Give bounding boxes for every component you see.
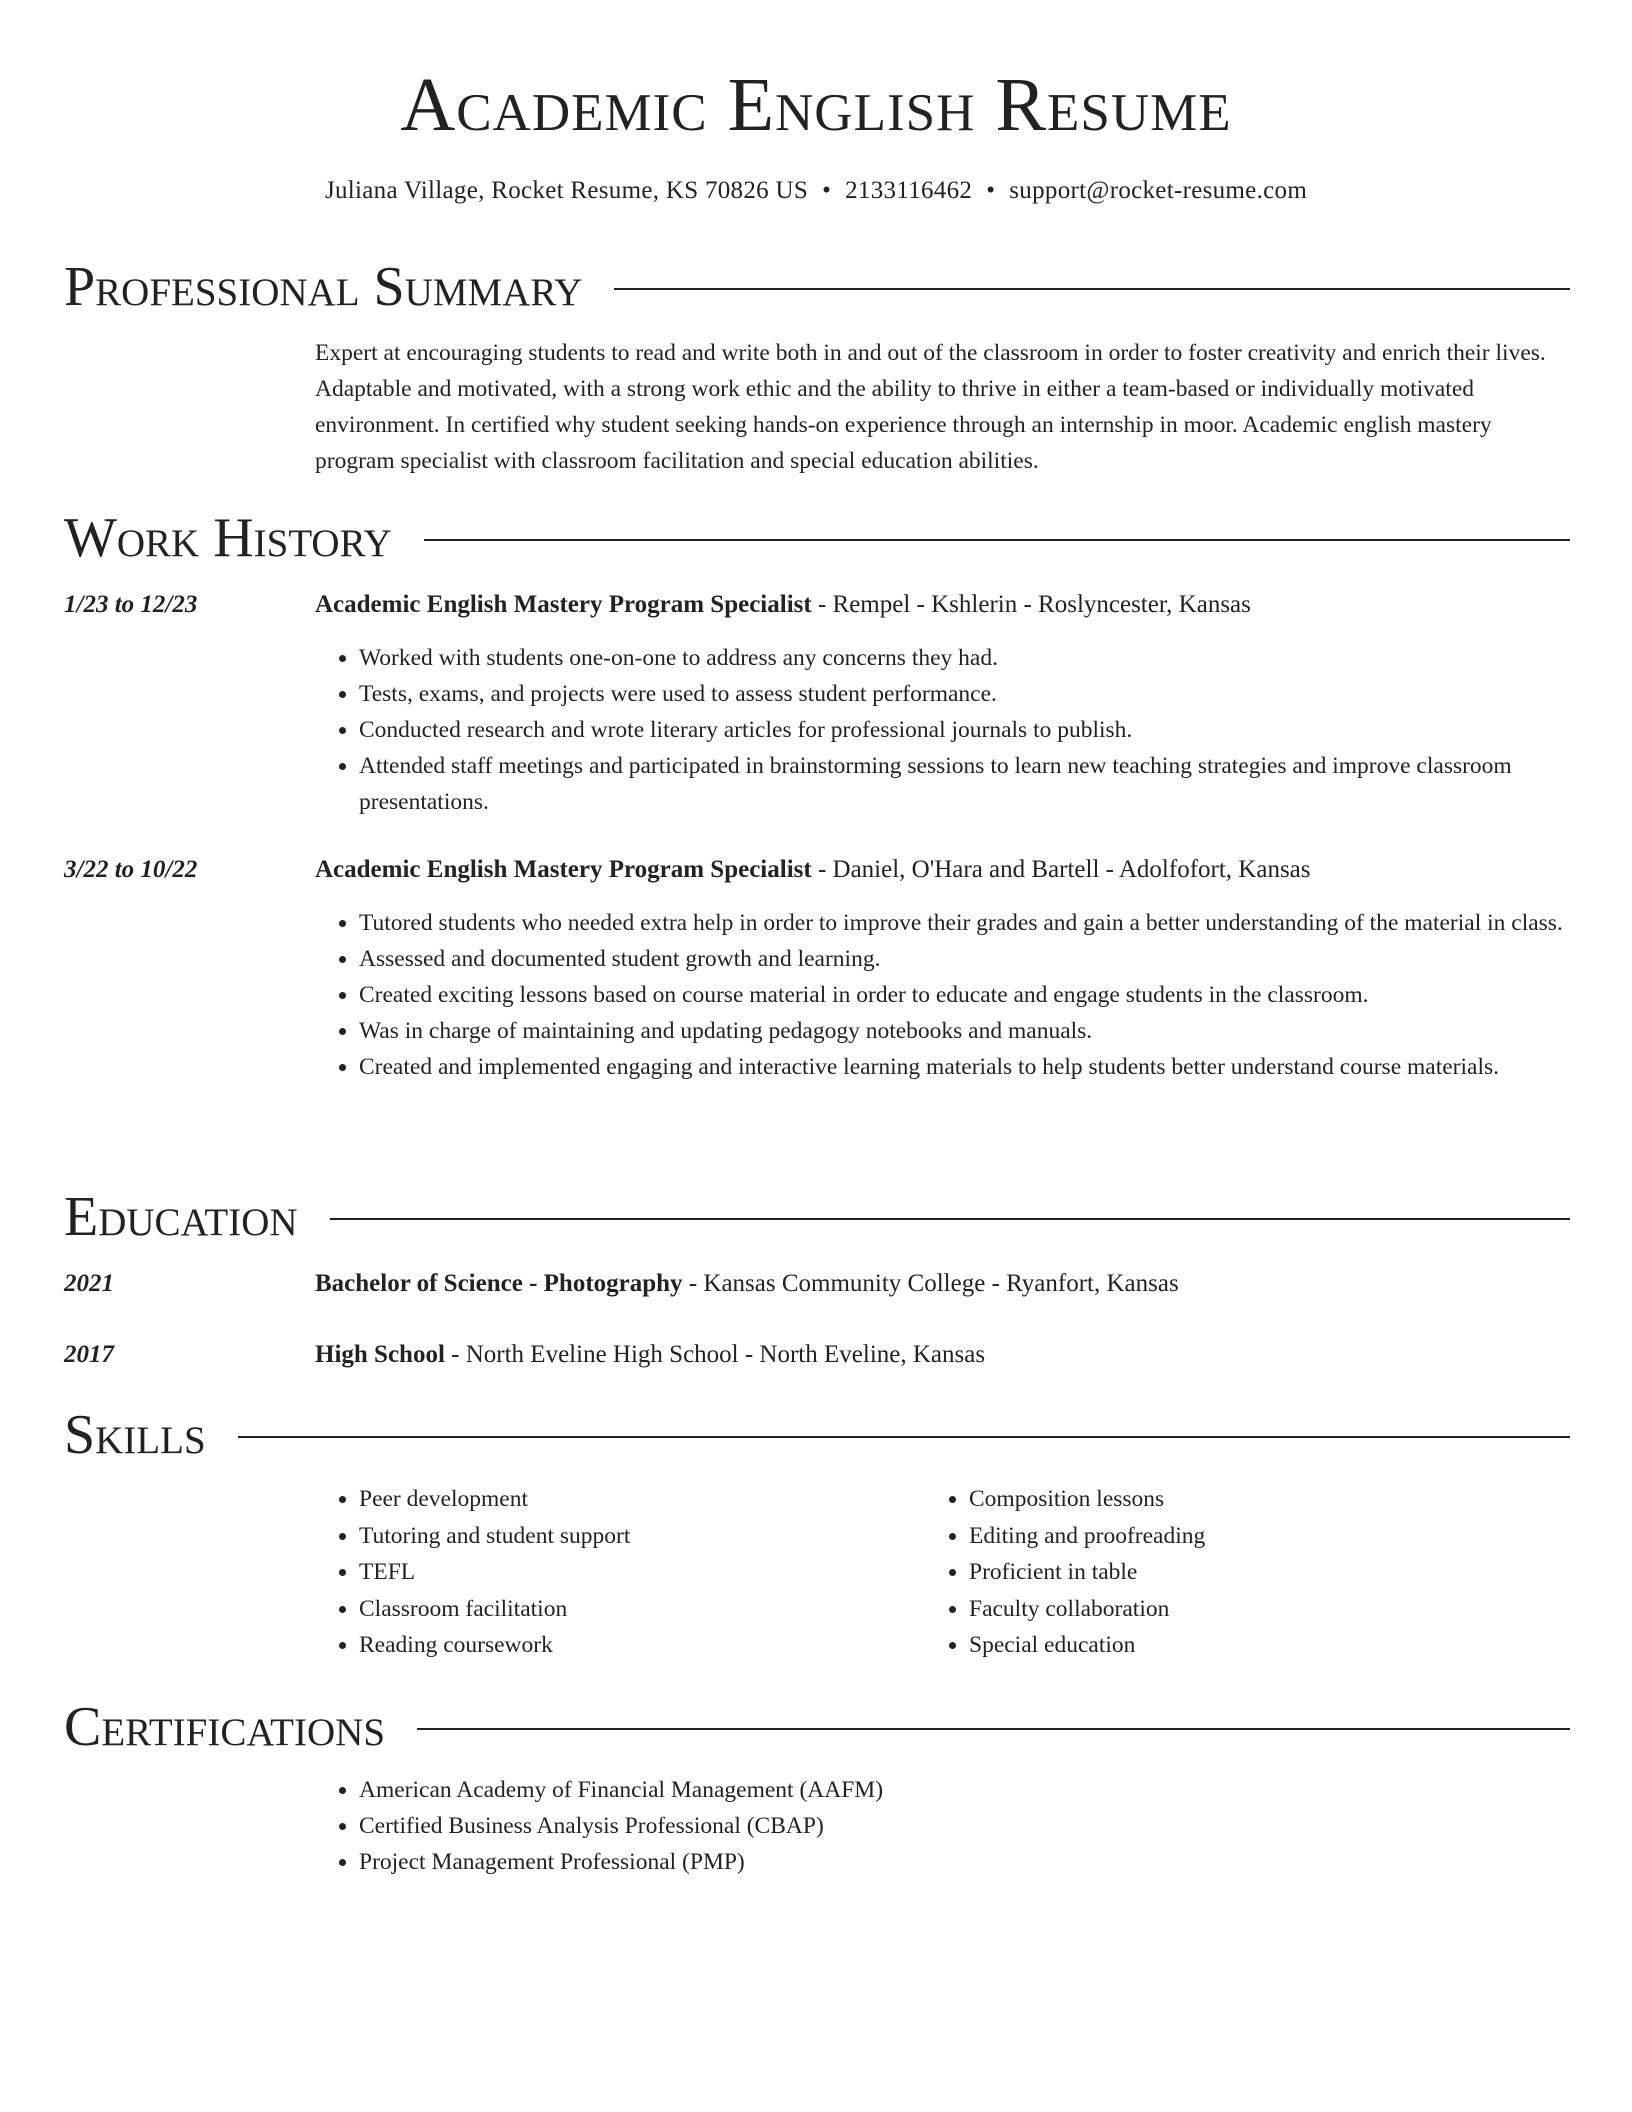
section-divider [417,1728,1570,1730]
skill-item: • Proficient in table [969,1554,1485,1591]
education-line [315,1337,1570,1373]
contact-separator: • [986,177,996,204]
contact-separator: • [822,177,832,204]
skill-item: • Reading coursework [359,1627,875,1664]
contact-address: Juliana Village, Rocket Resume, KS 70826 US [324,177,809,204]
skills-section-title: Skills [64,1404,206,1466]
certifications-list [315,1772,1570,1880]
job-bullet: • Tests, exams, and projects were used to assess student performance. [359,676,1570,712]
job-bullet: • Assessed and documented student growth and learning. [359,941,1570,977]
job-bullet: • Was in charge of maintaining and updating pedagogy notebooks and manuals. [359,1013,1570,1049]
summary-text [315,335,1570,479]
resume-name: Academic English Resume [400,63,1232,147]
section-divider [614,288,1570,290]
job-bullets [315,640,1570,820]
certification-item: • Certified Business Analysis Professional (CBAP) [359,1808,1570,1844]
skill-item: • Editing and proofreading [969,1518,1485,1555]
section-divider [330,1218,1570,1220]
summary-section-header [64,252,1570,322]
education-section-title: Education [64,1186,298,1248]
skill-item: • TEFL [359,1554,875,1591]
job-bullet: • Worked with students one-on-one to address any concerns they had. [359,640,1570,676]
skill-item: • Classroom facilitation [359,1591,875,1628]
job-employer-details: - Rempel - Kshlerin - Roslyncester, Kansas [811,591,1251,618]
skill-item: • Special education [969,1627,1485,1664]
contact-line [0,174,1632,208]
job-title-line [315,852,1570,888]
education-section-header [64,1182,1570,1252]
job-position: Academic English Mastery Program Specialist [315,856,812,883]
certifications-section-title: Certifications [64,1696,386,1758]
skills-section-header [64,1400,1570,1470]
job-bullet: • Conducted research and wrote literary articles for professional journals to publish. [359,712,1570,748]
job-bullet: • Created exciting lessons based on course material in order to educate and engage students in the classroom. [359,977,1570,1013]
contact-phone: 2133116462 [845,177,973,204]
work-section-header [64,503,1570,573]
education-degree: Bachelor of Science - Photography [315,1270,683,1297]
skill-item: • Peer development [359,1481,875,1518]
contact-email: support@rocket-resume.com [1009,177,1308,204]
work-section-title: Work History [64,507,392,569]
job-bullets [315,905,1570,1085]
section-divider [424,539,1570,541]
skills-list-left [315,1481,875,1664]
certifications-section-header [64,1692,1570,1762]
skill-item: • Tutoring and student support [359,1518,875,1555]
skills-list-right [925,1481,1485,1664]
job-dates: 1/23 to 12/23 [64,591,198,618]
education-year: 2021 [64,1270,114,1297]
education-line [315,1266,1570,1302]
section-divider [238,1436,1570,1438]
job-position: Academic English Mastery Program Specialist [315,591,812,618]
education-school-details: - North Eveline High School - North Eveline, Kansas [444,1341,986,1368]
education-year: 2017 [64,1341,114,1368]
education-school-details: - Kansas Community College - Ryanfort, Kansas [682,1270,1179,1297]
summary-paragraph: Expert at encouraging students to read and write both in and out of the classroom in order to foster creativity and enrich their lives. Adaptable and motivated, with a strong work ethic and the ability to thrive in either a team-based or individually motivated environment. In certified why student seeking hands-on experience through an internship in moor. Academic english mastery program specialist with classroom facilitation and special education abilities. [315,340,1546,474]
skill-item: • Composition lessons [969,1481,1485,1518]
job-bullet: • Tutored students who needed extra help in order to improve their grades and gain a better understanding of the material in class. [359,905,1570,941]
job-title-line [315,587,1570,623]
education-degree: High School [315,1341,445,1368]
job-bullet: • Created and implemented engaging and interactive learning materials to help students better understand course materials. [359,1049,1570,1085]
job-dates: 3/22 to 10/22 [64,856,198,883]
summary-section-title: Professional Summary [64,256,583,318]
skill-item: • Faculty collaboration [969,1591,1485,1628]
certification-item: • Project Management Professional (PMP) [359,1844,1570,1880]
job-employer-details: - Daniel, O'Hara and Bartell - Adolfofort, Kansas [811,856,1311,883]
certification-item: • American Academy of Financial Management (AAFM) [359,1772,1570,1808]
job-bullet: • Attended staff meetings and participated in brainstorming sessions to learn new teaching strategies and improve classroom presentations. [359,748,1570,820]
